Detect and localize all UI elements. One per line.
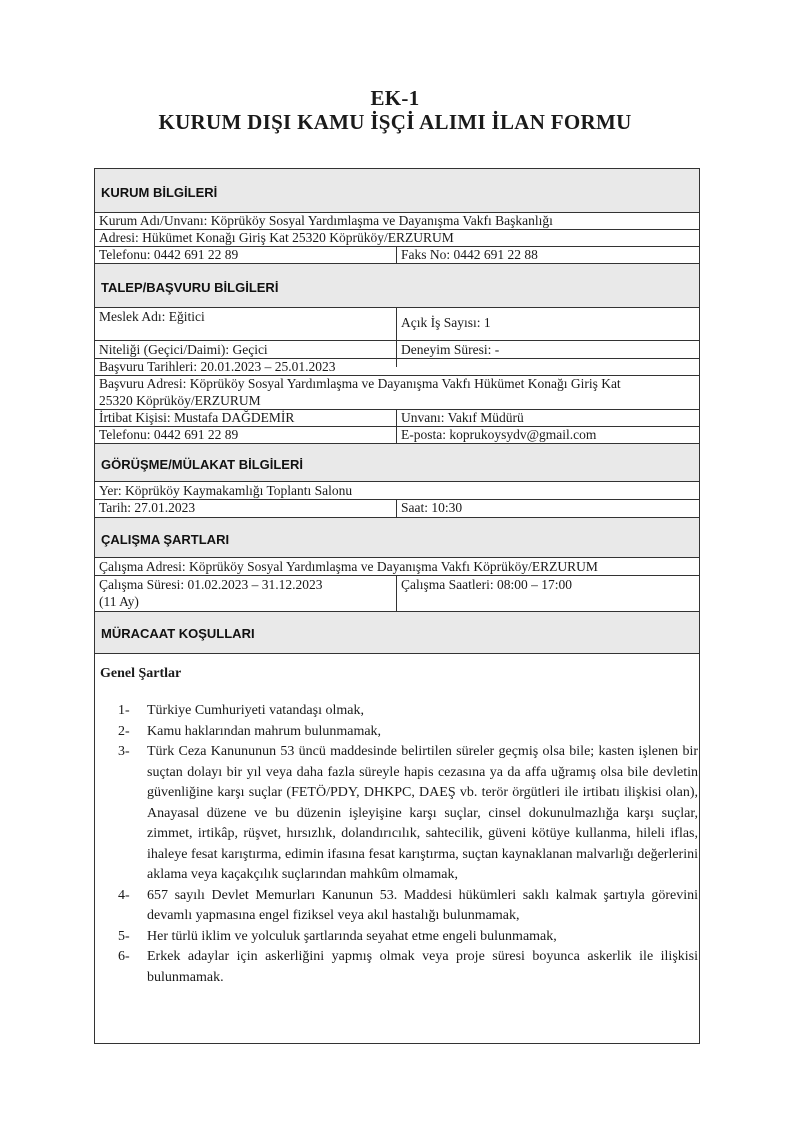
calisma-saatleri: Çalışma Saatleri: 08:00 – 17:00 xyxy=(401,577,572,592)
divider xyxy=(95,340,699,341)
talep-unvan: Unvanı: Vakıf Müdürü xyxy=(401,410,524,425)
talep-telefon: Telefonu: 0442 691 22 89 xyxy=(99,427,239,442)
talep-adres-line1: Başvuru Adresi: Köprüköy Sosyal Yardımlaşma ve Dayanışma Vakfı Hükümet Konağı Giriş Kat xyxy=(99,376,621,391)
gorusme-tarih: Tarih: 27.01.2023 xyxy=(99,500,196,515)
genel-sartlar-list xyxy=(106,701,698,988)
talep-tarihler: Başvuru Tarihleri: 20.01.2023 – 25.01.2023 xyxy=(99,359,336,374)
gorusme-yer: Yer: Köprüköy Kaymakamlığı Toplantı Salonu xyxy=(99,483,353,498)
talep-acik-is: Açık İş Sayısı: 1 xyxy=(401,315,491,330)
talep-irtibat: İrtibat Kişisi: Mustafa DAĞDEMİR xyxy=(99,410,295,425)
divider xyxy=(95,575,699,576)
list-item: 6- Erkek adaylar için askerliğini yapmış olmak veya proje süresi boyunca askerlik ile ilişkisi bulunmamak. xyxy=(118,949,698,985)
section-header-talep: TALEP/BAŞVURU BİLGİLERİ xyxy=(95,263,699,308)
calisma-adres: Çalışma Adresi: Köprüköy Sosyal Yardımlaşma ve Dayanışma Vakfı Köprüköy/ERZURUM xyxy=(99,559,598,574)
calisma-suresi-line2: (11 Ay) xyxy=(99,594,139,609)
divider xyxy=(396,575,397,611)
gorusme-saat: Saat: 10:30 xyxy=(401,500,463,515)
list-item: 2- Kamu haklarından mahrum bulunmamak, xyxy=(118,723,382,739)
document-code: EK-1 xyxy=(370,86,420,110)
kurum-adi: Kurum Adı/Unvanı: Köprüköy Sosyal Yardımlaşma ve Dayanışma Vakfı Başkanlığı xyxy=(99,213,553,228)
section-header-calisma: ÇALIŞMA ŞARTLARI xyxy=(95,517,699,558)
talep-eposta: E-posta: koprukoysydv@gmail.com xyxy=(401,427,597,442)
talep-niteligi: Niteliği (Geçici/Daimi): Geçici xyxy=(99,342,268,357)
list-item: 5- Her türlü iklim ve yolculuk şartlarında seyahat etme engeli bulunmamak, xyxy=(118,928,557,944)
talep-deneyim: Deneyim Süresi: - xyxy=(401,342,500,357)
section-header-gorusme: GÖRÜŞME/MÜLAKAT BİLGİLERİ xyxy=(95,443,699,482)
genel-sartlar-title: Genel Şartlar xyxy=(100,666,182,681)
kurum-faks: Faks No: 0442 691 22 88 xyxy=(401,247,538,262)
divider xyxy=(396,499,397,517)
document-title: KURUM DIŞI KAMU İŞÇİ ALIMI İLAN FORMU xyxy=(158,110,632,134)
section-header-muracaat: MÜRACAAT KOŞULLARI xyxy=(95,611,699,654)
kurum-adres: Adresi: Hükümet Konağı Giriş Kat 25320 Köprüköy/ERZURUM xyxy=(99,230,454,245)
section-header-kurum: KURUM BİLGİLERİ xyxy=(95,169,699,213)
list-item: 4- 657 sayılı Devlet Memurları Kanunun 53. Maddesi hükümleri saklı kalmak şartıyla görevini devamlı yapmasına engel fiziksel veya akıl hastalığı bulunmamak, xyxy=(118,887,698,923)
list-item: 1- Türkiye Cumhuriyeti vatandaşı olmak, xyxy=(118,703,364,718)
kurum-telefon: Telefonu: 0442 691 22 89 xyxy=(99,247,239,262)
list-item: 3- Türk Ceza Kanununun 53 üncü maddesinde belirtilen süreler geçmiş olsa bile; kasten işlenen bir suçtan dolayı bir yıl veya daha fazla süreyle hapis cezasına ya da affa uğramış olsa bile devletin güvenliğine karşı suçlar (FETÖ/PDY, DHKPC, DAEŞ vb. terör örgütleri ile irtibatı ilişkisi olan), Anayasal düzene ve bu düzenin işleyişine karşı suçlar, cinsel dokunulmazlığa karşı suçlar, zimmet, irtikâp, rüşvet, hırsızlık, dolandırıcılık, sahtecilik, güveni kötüye kullanma, hileli iflas, ihaleye fesat karıştırma, edimin ifasına fesat karıştırma, suçtan kaynaklanan malvarlığı değerlerini aklama veya kaçakçılık suçlarından mahkûm olmamak, xyxy=(118,744,698,882)
talep-meslek: Meslek Adı: Eğitici xyxy=(99,309,205,324)
talep-adres-line2: 25320 Köprüköy/ERZURUM xyxy=(99,393,261,408)
calisma-suresi-line1: Çalışma Süresi: 01.02.2023 – 31.12.2023 xyxy=(99,577,323,592)
divider xyxy=(396,246,397,263)
